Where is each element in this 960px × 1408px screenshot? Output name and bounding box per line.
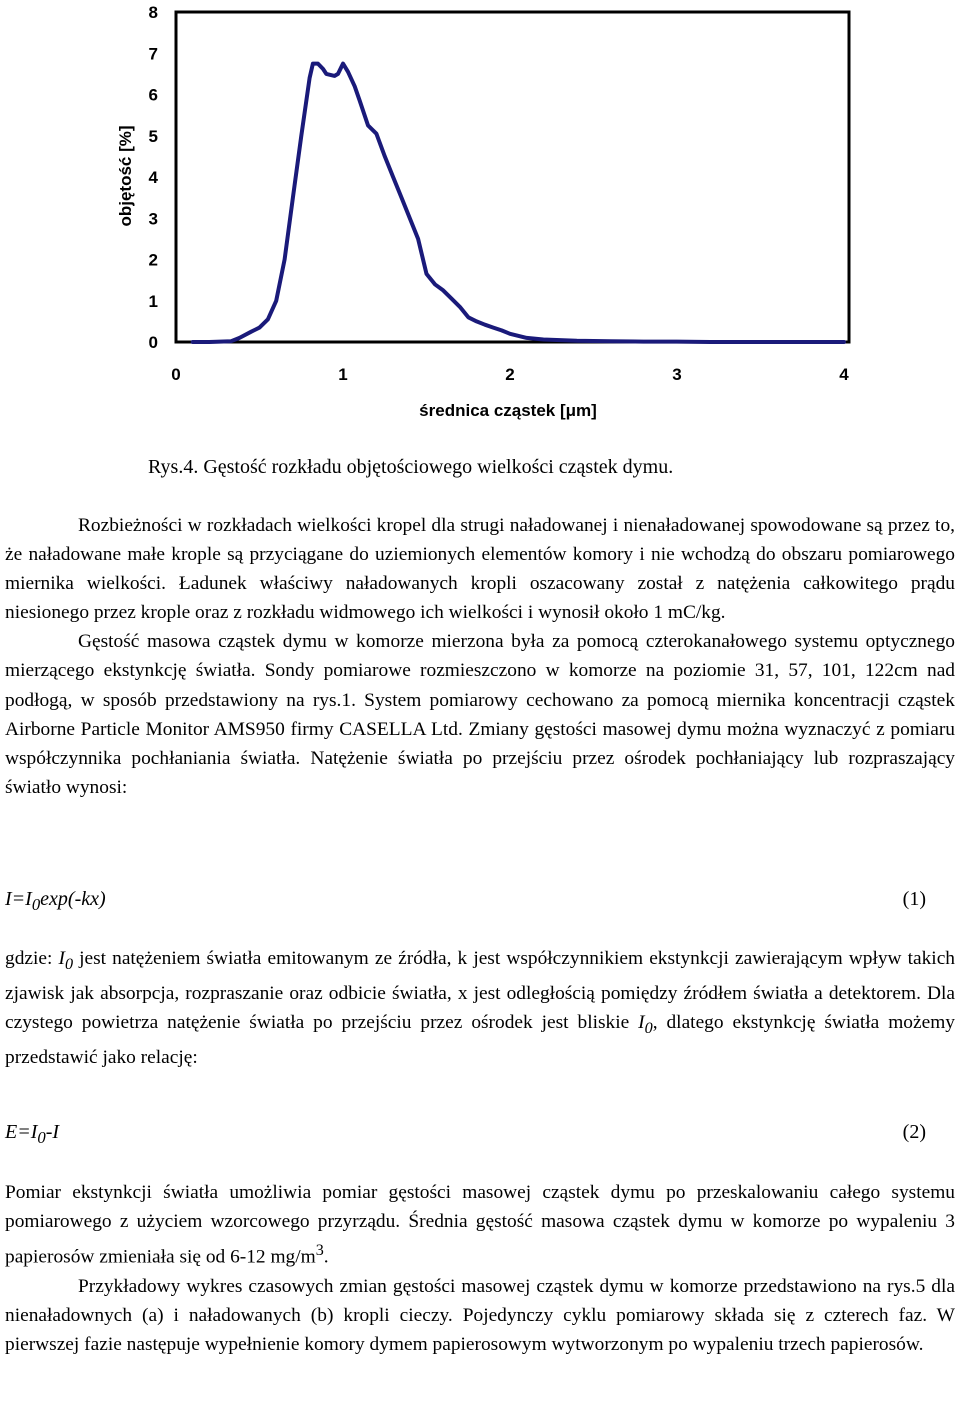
x-tick-label: 1 bbox=[338, 365, 348, 384]
y-tick-label: 4 bbox=[148, 168, 158, 187]
y-axis-label: objętość [%] bbox=[116, 125, 135, 227]
paragraph-3 bbox=[5, 944, 955, 1072]
paragraph-2: Gęstość masowa cząstek dymu w komorze mierzona była za pomocą czterokanałowego systemu optycznego mierzącego ekstynkcję światła. Sondy pomiarowe rozmieszczono w komorze na poziomie 31, 57, 101, 122cm nad podłogą, w sposób przedstawiony na rys.1. System pomiarowy cechowano za pomocą miernika koncentracji cząstek Airborne Particle Monitor AMS950 firmy CASELLA Ltd. Zmiany gęstości masowej dymu można wyznaczyć z pomiaru współczynnika pochłaniania światła. Natężenie światła po przejściu przez ośrodek pochłaniający lub rozpraszający światło wynosi: bbox=[5, 631, 955, 798]
x-tick-labels bbox=[171, 365, 849, 384]
paragraph-4 bbox=[5, 1178, 955, 1272]
eq1-lhs: I=I bbox=[5, 888, 32, 910]
text-block-2 bbox=[5, 944, 955, 1072]
eq2-rhs: -I bbox=[45, 1121, 60, 1143]
x-tick-label: 2 bbox=[505, 365, 515, 384]
x-tick-label: 3 bbox=[672, 365, 682, 384]
y-tick-label: 7 bbox=[148, 44, 158, 64]
p4-part-b: . bbox=[323, 1246, 329, 1268]
y-tick-label: 8 bbox=[148, 3, 158, 22]
y-tick-label: 5 bbox=[148, 126, 158, 146]
equation-2 bbox=[5, 1121, 926, 1148]
paragraph-1: Rozbieżności w rozkładach wielkości kropel dla strugi naładowanej i nienaładowanej spowodowane są przez to, że naładowane małe krople są przyciągane do uziemionych elementów komory i nie wchodzą do obszaru pomiarowego miernika wielkości. Ładunek właściwy naładowanych kropli oszacowany został z natężenia całkowitego prądu niesionego przez krople oraz z rozkładu widmowego ich wielkości i wynosił około 1 mC/kg. bbox=[5, 515, 955, 624]
y-tick-labels bbox=[149, 3, 159, 352]
p4-part-a: Pomiar ekstynkcji światła umożliwia pomiar gęstości masowej cząstek dymu po przeskalowaniu całego systemu pomiarowego z użyciem wzorcowego przyrządu. Średnia gęstość masowa cząstek dymu w komorze po wypaleniu 3 papierosów zmieniała się od 6-12 mg/m bbox=[5, 1182, 955, 1268]
y-tick-label: 0 bbox=[148, 333, 158, 352]
symbol-sub0: 0 bbox=[64, 955, 74, 973]
symbol-i: I bbox=[638, 1012, 645, 1034]
y-tick-label: 2 bbox=[148, 250, 158, 270]
symbol-i0-b bbox=[638, 1012, 653, 1037]
eq2-lhs: E=I bbox=[5, 1121, 38, 1143]
x-tick-label: 0 bbox=[171, 365, 181, 384]
p3-part-a: gdzie: bbox=[5, 948, 59, 969]
series-line-objetosc bbox=[193, 64, 844, 342]
symbol-i: I bbox=[58, 948, 65, 969]
line-chart bbox=[0, 0, 960, 440]
symbol-sub0: 0 bbox=[644, 1019, 653, 1037]
eq1-rhs: exp(-kx) bbox=[40, 888, 106, 910]
chart-figure bbox=[0, 0, 960, 440]
x-axis-label: średnica cząstek [μm] bbox=[419, 401, 597, 420]
p3-part-b: jest natężeniem światła emitowanym ze źródła, k jest współczynnikiem ekstynkcji zawierającym wpływ takich zjawisk jak absorpcja, rozpraszanie oraz odbicie światła, x jest odległością pomiędzy źródłem światła a detektorem. Dla czystego powietrza natężenie światła po przejściu przez ośrodek jest bliskie bbox=[5, 948, 955, 1034]
equation-2-number: (2) bbox=[902, 1121, 926, 1143]
p3-part-c: , dlatego ekstynkcję światła możemy przedstawić jako relację: bbox=[5, 1012, 955, 1069]
y-tick-label: 6 bbox=[148, 85, 158, 105]
paragraph-5: Przykładowy wykres czasowych zmian gęstości masowej cząstek dymu w komorze przedstawiono na rys.5 dla nienaładownych (a) i naładowanych (b) kropli cieczy. Pojedynczy cyklu pomiarowy składa się z czterech faz. W pierwszej fazie następuje wypełnienie komory dymem papierosowym wytworzonym po wypaleniu trzech papierosów. bbox=[5, 1275, 955, 1355]
x-tick-label: 4 bbox=[839, 365, 849, 384]
eq2-subscript: 0 bbox=[37, 1128, 46, 1147]
y-tick-label: 3 bbox=[148, 209, 158, 229]
p4-superscript: 3 bbox=[315, 1242, 324, 1260]
eq1-subscript: 0 bbox=[31, 895, 41, 914]
equation-1 bbox=[5, 888, 926, 915]
equation-1-number: (1) bbox=[902, 888, 926, 910]
symbol-i0-a bbox=[58, 948, 74, 973]
figure-caption: Rys.4. Gęstość rozkładu objętościowego wielkości cząstek dymu. bbox=[148, 456, 674, 478]
text-block-3 bbox=[5, 1178, 955, 1359]
text-block-1 bbox=[5, 511, 955, 802]
y-tick-label: 1 bbox=[148, 291, 158, 311]
